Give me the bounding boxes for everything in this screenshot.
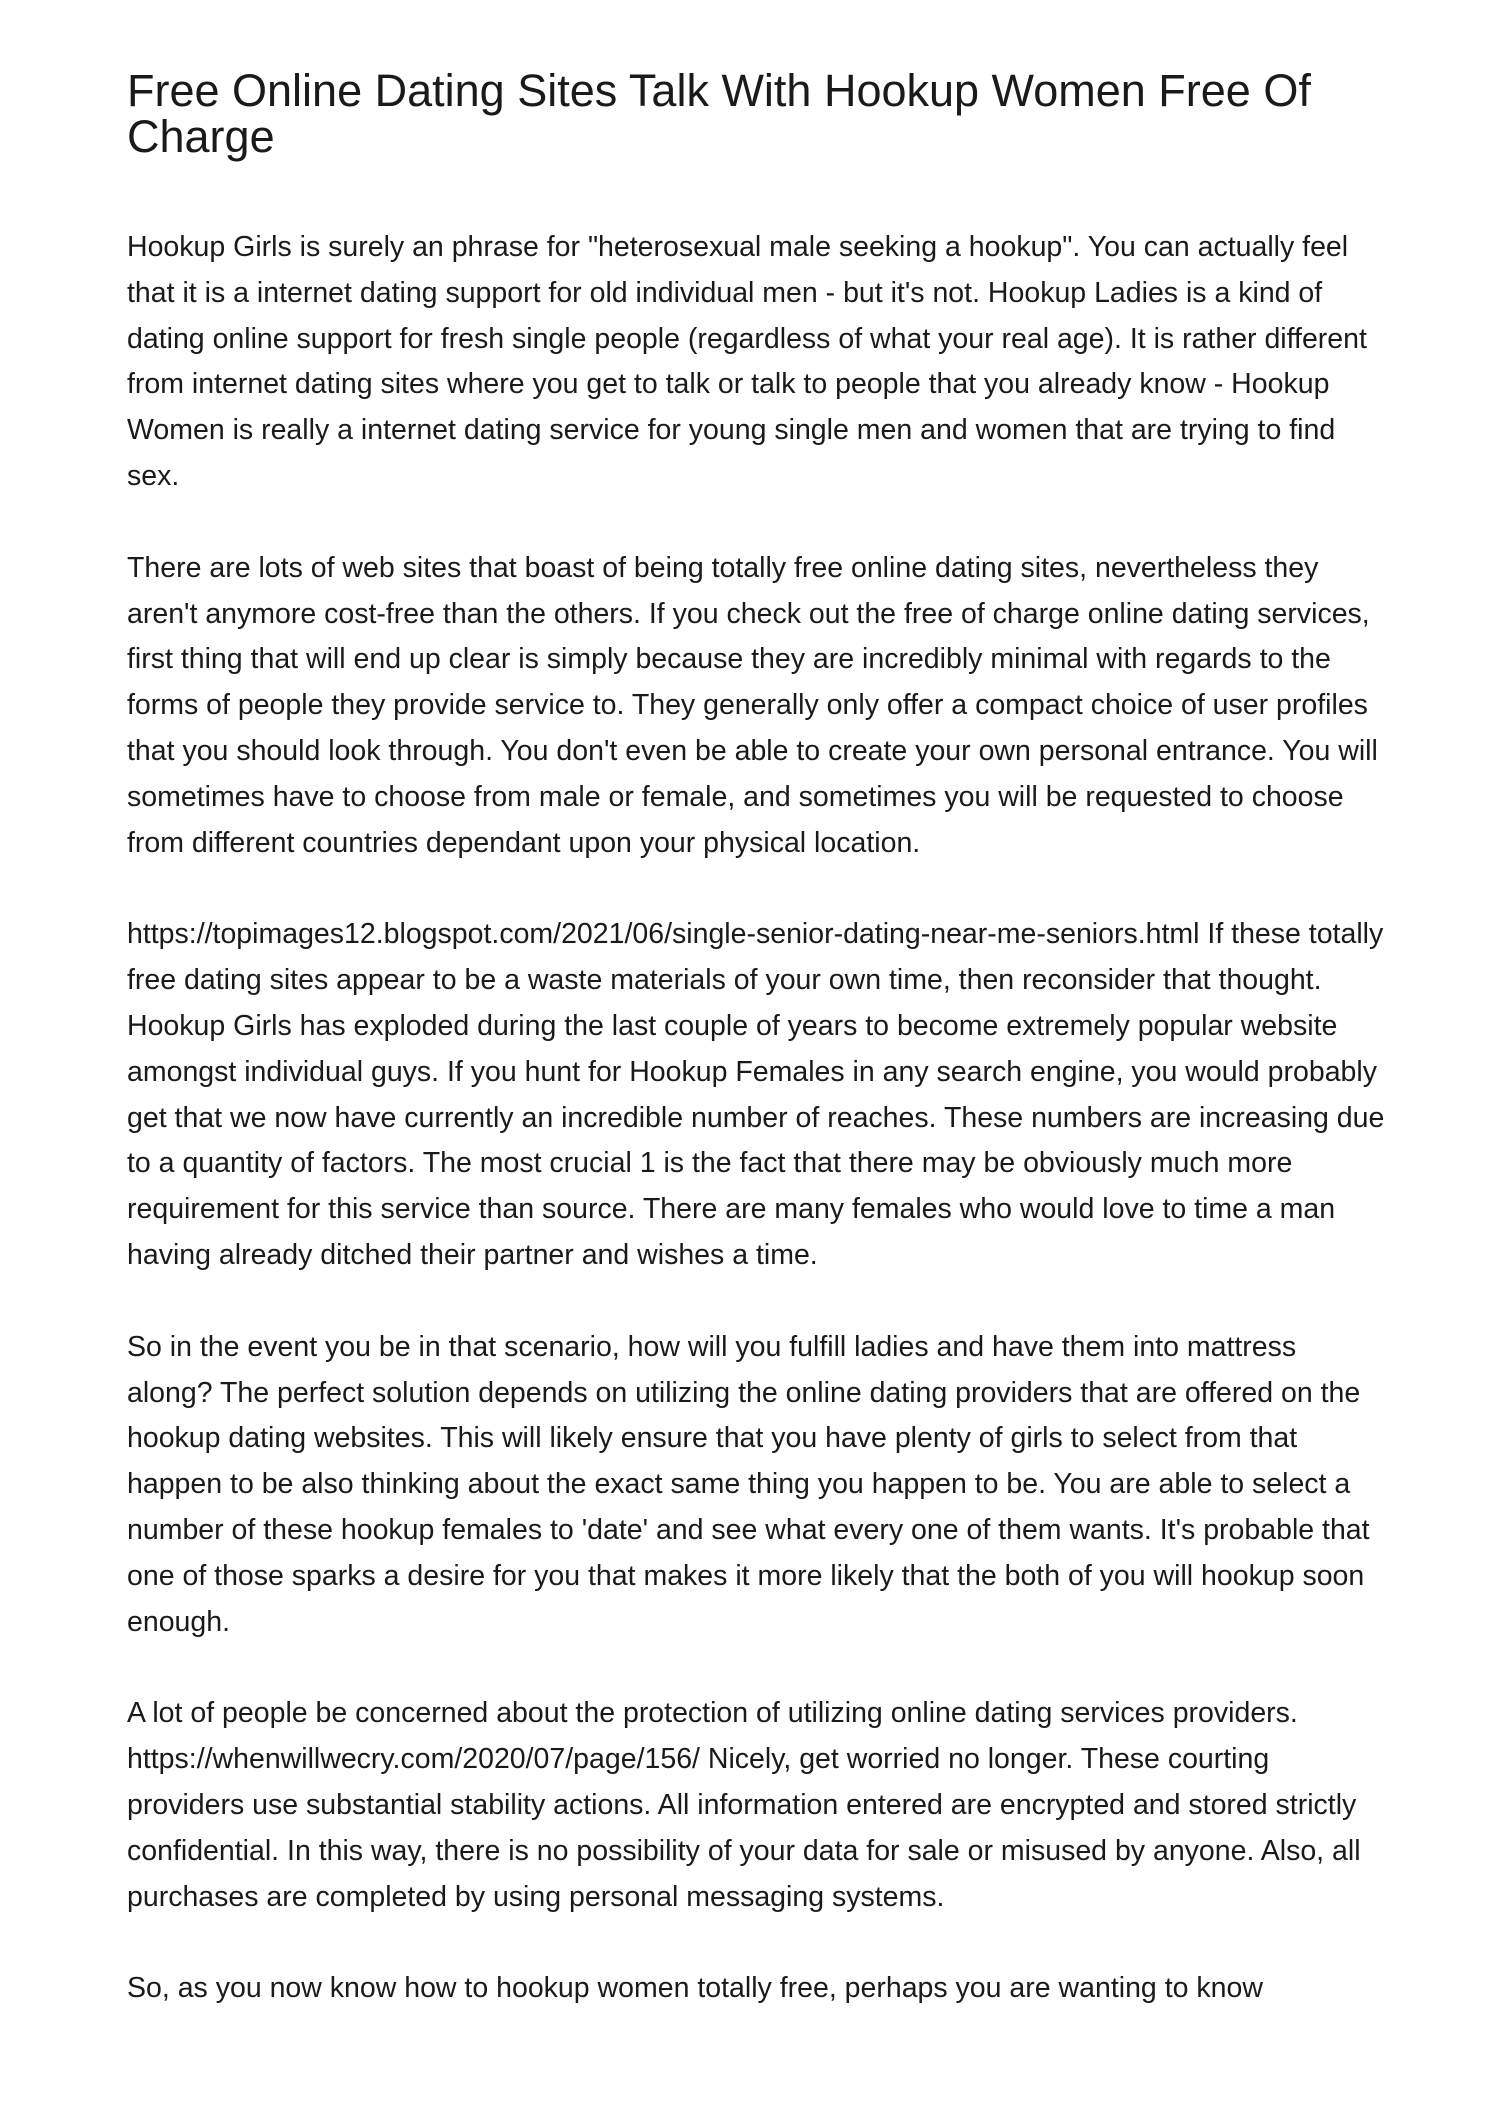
document-body (127, 225, 1387, 2012)
paragraph: So in the event you be in that scenario, how will you fulfill ladies and have them into mattress along? The perfect solution depends on utilizing the online dating providers that are offered on the hookup dating websites. This will likely ensure that you have plenty of girls to select from that happen to be also thinking about the exact same thing you happen to be. You are able to select a number of these hookup females to 'date' and see what every one of them wants. It's probable that one of those sparks a desire for you that makes it more likely that the both of you will hookup soon enough. (127, 1330, 1370, 1638)
paragraph: https://topimages12.blogspot.com/2021/06/single-senior-dating-near-me-seniors.html If these totally free dating sites appear to be a waste materials of your own time, then reconsider that thought. Hookup Girls has exploded during the last couple of years to become extremely popular website amongst individual guys. If you hunt for Hookup Females in any search engine, you would probably get that we now have currently an incredible number of reaches. These numbers are increasing due to a quantity of factors. The most crucial 1 is the fact that there may be obviously much more requirement for this service than source. There are many females who would love to time a man having already ditched their partner and wishes a time. (127, 918, 1385, 1271)
paragraph: Hookup Girls is surely an phrase for "heterosexual male seeking a hookup". You can actually feel that it is a internet dating support for old individual men - but it's not. Hookup Ladies is a kind of dating online support for fresh single people (regardless of what your real age). It is rather different from internet dating sites where you get to talk or talk to people that you already know - Hookup Women is really a internet dating service for young single men and women that are trying to find sex. (127, 231, 1367, 492)
document-page (127, 65, 1387, 2012)
paragraph: There are lots of web sites that boast of being totally free online dating sites, nevertheless they aren't anymore cost-free than the others. If you check out the free of charge online dating services, first thing that will end up clear is simply because they are incredibly minimal with regards to the forms of people they provide service to. They generally only offer a compact choice of user profiles that you should look through. You don't even be able to create your own personal entrance. You will sometimes have to choose from male or female, and sometimes you will be requested to choose from different countries dependant upon your physical location. (127, 551, 1378, 859)
paragraph: A lot of people be concerned about the protection of utilizing online dating services providers. https://whenwillwecry.com/2020/07/page/156/ Nicely, get worried no longer. These courting providers use substantial stability actions. All information entered are encrypted and stored strictly confidential. In this way, there is no possibility of your data for sale or misused by anyone. Also, all purchases are completed by using personal messaging systems. (127, 1697, 1361, 1913)
page-title: Free Online Dating Sites Talk With Hookup Women Free Of Charge (127, 65, 1311, 162)
paragraph: So, as you now know how to hookup women totally free, perhaps you are wanting to know (127, 1972, 1263, 2005)
